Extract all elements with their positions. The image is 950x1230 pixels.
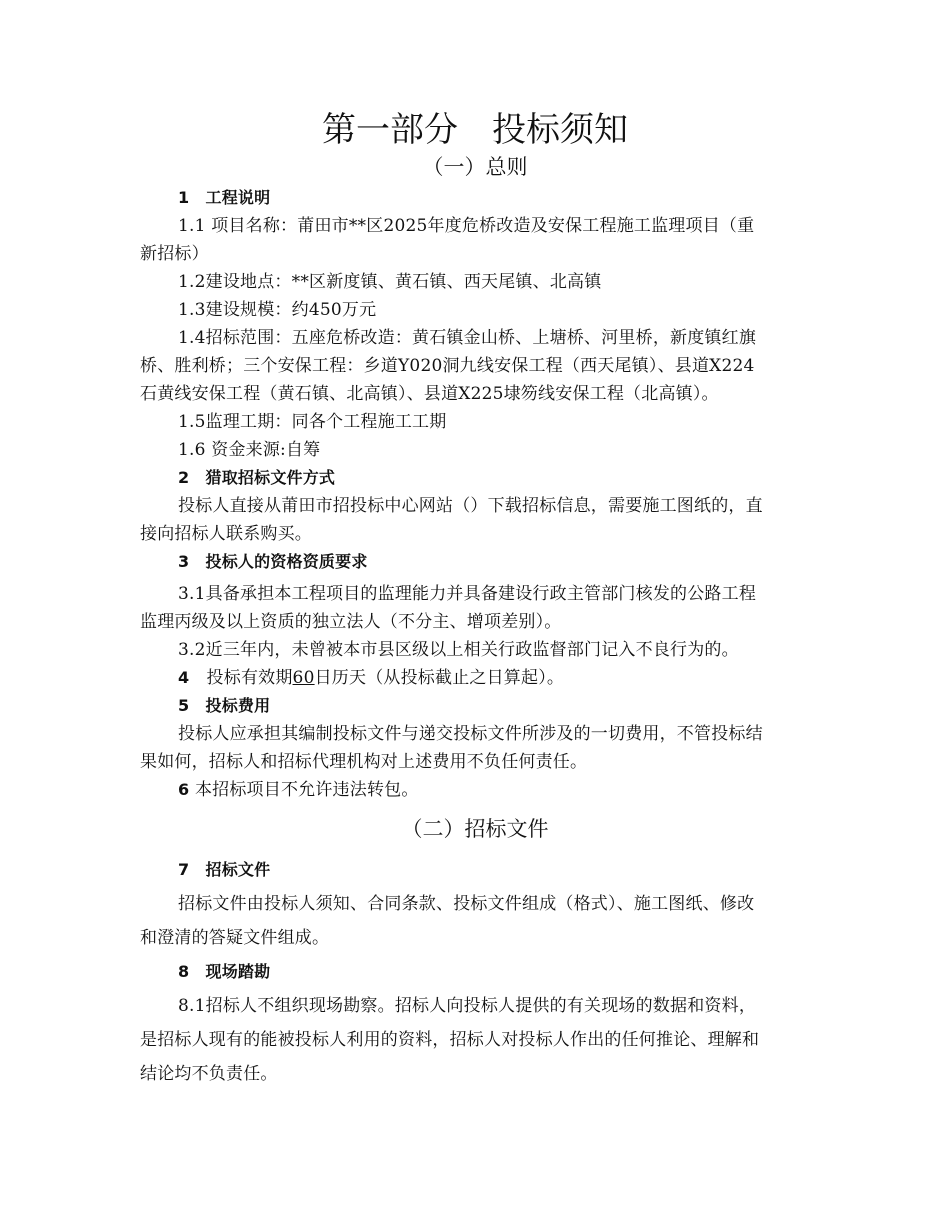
paragraph-scope-cont-2: 石黄线安保工程（黄石镇、北高镇）、县道X225埭笏线安保工程（北高镇）。 [140,384,719,404]
paragraph-bid-costs-cont: 果如何，招标人和招标代理机构对上述费用不负任何责任。 [140,752,588,772]
paragraph-qualification-1: 3.1具备承担本工程项目的监理能力并具备建设行政主管部门核发的公路工程 [178,584,757,604]
heading-project-description: 1 工程说明 [178,188,271,207]
heading-bid-costs: 5 投标费用 [178,696,271,715]
paragraph-obtain-documents-cont: 接向招标人联系购买。 [140,524,312,544]
validity-number: 4 [178,668,190,687]
paragraph-project-name-cont: 新招标） [140,244,209,264]
heading-qualifications: 3 投标人的资格资质要求 [178,552,368,571]
subcontracting-text: 本招标项目不允许违法转包。 [194,780,419,800]
paragraph-site-visit: 8.1招标人不组织现场勘察。招标人向投标人提供的有关现场的数据和资料， [178,996,757,1016]
paragraph-project-name: 1.1 项目名称：莆田市**区2025年度危桥改造及安保工程施工监理项目（重 [178,216,755,236]
paragraph-funding: 1.6 资金来源:自筹 [178,440,321,460]
heading-tender-documents: 7 招标文件 [178,860,271,879]
paragraph-scope: 1.4招标范围：五座危桥改造：黄石镇金山桥、上塘桥、河里桥，新度镇红旗 [178,328,757,348]
paragraph-qualification-2: 3.2近三年内，未曾被本市县区级以上相关行政监督部门记入不良行为的。 [178,640,739,660]
section-heading-general: （一）总则 [422,155,528,179]
validity-label-suffix: 日历天（从投标截止之日算起）。 [314,668,565,688]
paragraph-scope-cont-1: 桥、胜利桥；三个安保工程：乡道Y020洞九线安保工程（西天尾镇）、县道X224 [140,356,755,376]
paragraph-site-visit-cont-1: 是招标人现有的能被投标人利用的资料，招标人对投标人作出的任何推论、理解和 [140,1030,760,1050]
paragraph-scale: 1.3建设规模：约450万元 [178,300,377,320]
paragraph-tender-documents: 招标文件由投标人须知、合同条款、投标文件组成（格式）、施工图纸、修改 [178,894,755,914]
heading-site-visit: 8 现场踏勘 [178,962,271,981]
heading-obtain-documents: 2 猎取招标文件方式 [178,468,336,487]
paragraph-obtain-documents: 投标人直接从莆田市招投标中心网站（）下载招标信息，需要施工图纸的，直 [178,496,763,516]
section-heading-tender-documents: （二）招标文件 [401,817,549,841]
validity-label: 投标有效期 [206,668,293,688]
subcontracting-number: 6 [178,780,190,799]
paragraph-qualification-1-cont: 监理丙级及以上资质的独立法人（不分主、增项差别）。 [140,612,562,632]
paragraph-location: 1.2建设地点：**区新度镇、黄石镇、西天尾镇、北高镇 [178,272,602,292]
paragraph-validity [178,664,812,692]
paragraph-site-visit-cont-2: 结论均不负责任。 [140,1064,278,1084]
paragraph-tender-documents-cont: 和澄清的答疑文件组成。 [140,928,330,948]
paragraph-subcontracting [178,776,812,804]
paragraph-supervision-period: 1.5监理工期：同各个工程施工工期 [178,412,447,432]
paragraph-bid-costs: 投标人应承担其编制投标文件与递交投标文件所涉及的一切费用，不管投标结 [178,724,763,744]
page-title: 第一部分 投标须知 [322,110,628,150]
validity-days: 60 [292,668,315,688]
